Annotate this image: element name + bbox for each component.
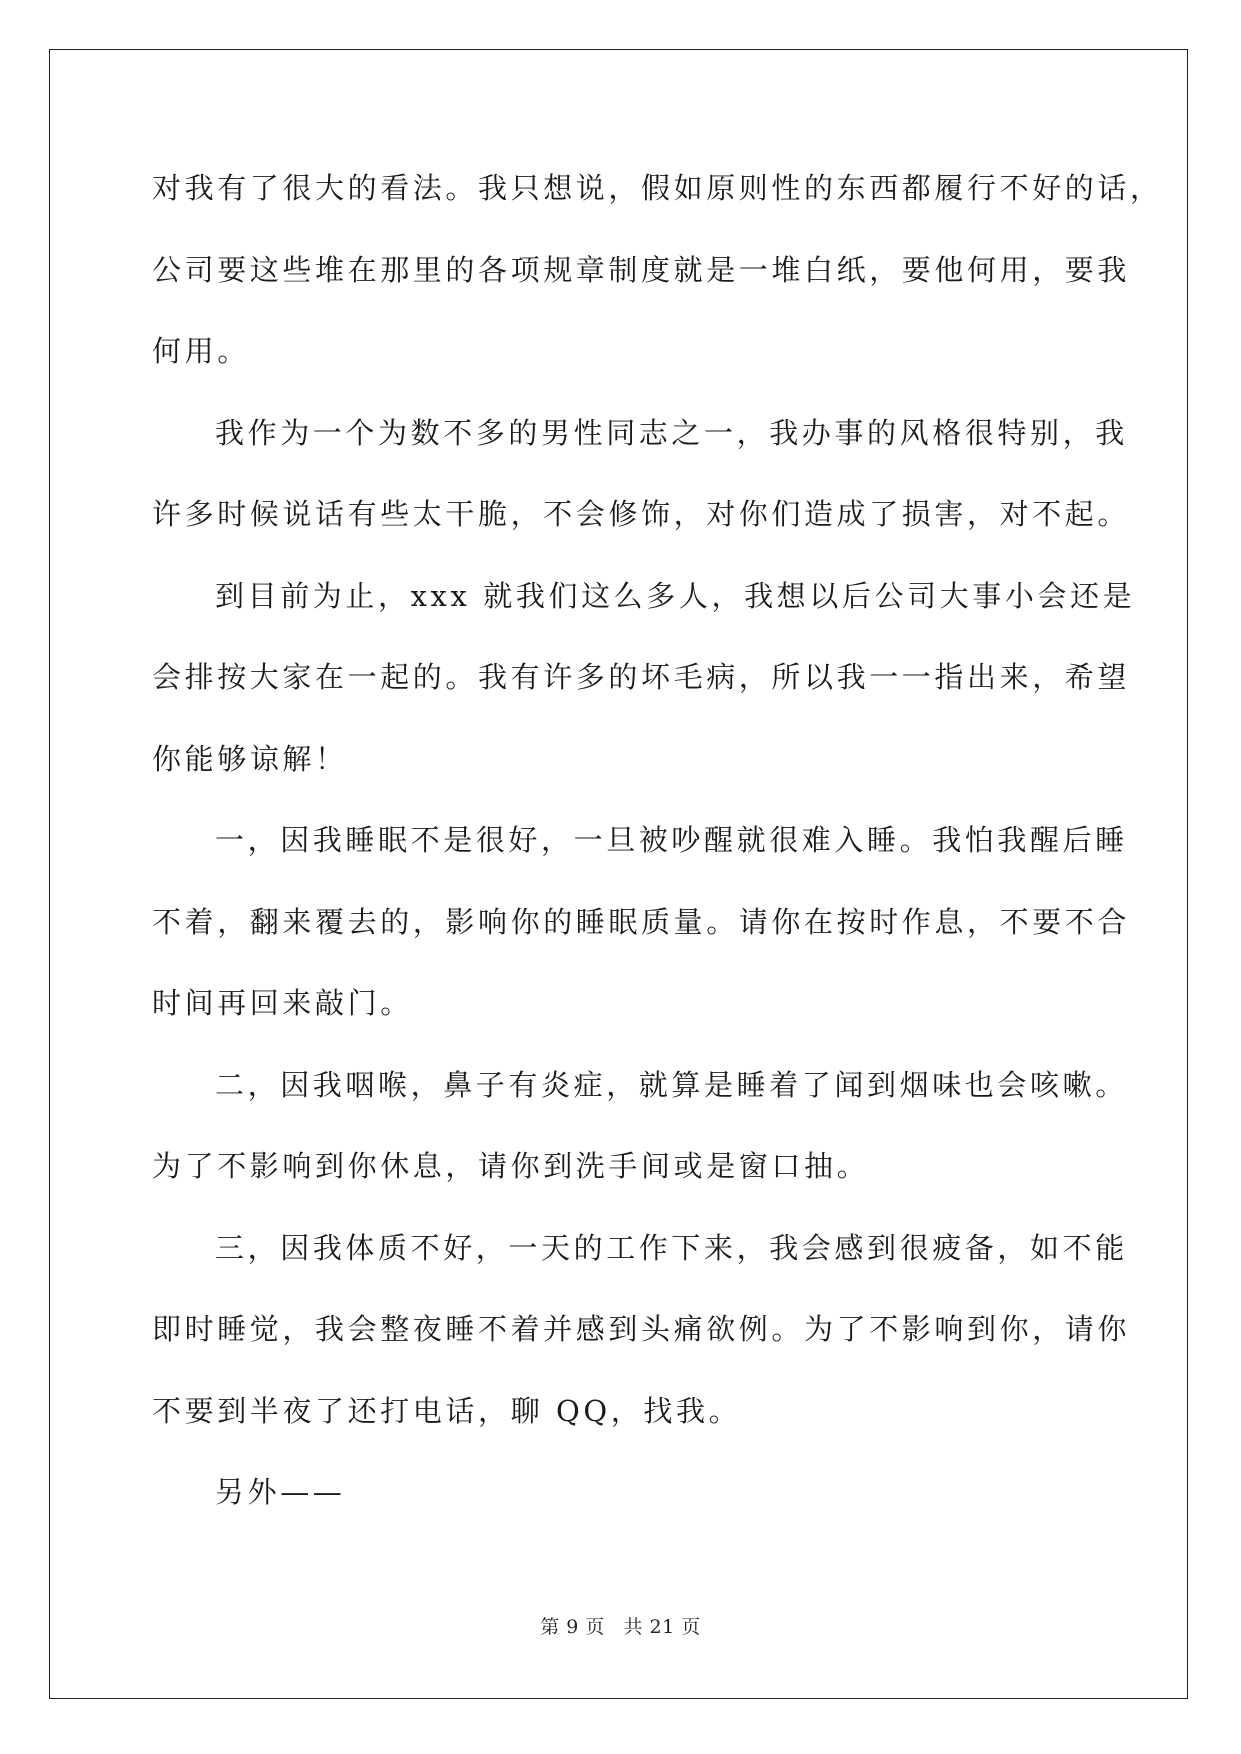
paragraph-start-line: 二，因我咽喉，鼻子有炎症，就算是睡着了闻到烟味也会咳嗽。 <box>215 1067 1128 1102</box>
text-line: 许多时候说话有些太干脆，不会修饰，对你们造成了损害，对不起。 <box>152 497 1131 531</box>
text-line: 不要到半夜了还打电话，聊 QQ，找我。 <box>152 1393 742 1428</box>
document-body <box>152 148 1163 1534</box>
text-line: 为了不影响到你休息，请你到洗手间或是窗口抽。 <box>152 1149 870 1183</box>
text-line: 何用。 <box>152 334 250 368</box>
paragraph-start-line: 到目前为止，xxx 就我们这么多人，我想以后公司大事小会还是 <box>215 578 1136 613</box>
text-line: 时间再回来敲门。 <box>152 986 413 1020</box>
paragraph-start-line: 我作为一个为数不多的男性同志之一，我办事的风格很特别，我 <box>215 415 1128 450</box>
text-line: 不着，翻来覆去的，影响你的睡眠质量。请你在按时作息，不要不合 <box>152 904 1131 939</box>
text-line: 对我有了很大的看法。我只想说，假如原则性的东西都履行不好的话， <box>152 171 1163 205</box>
text-line: 公司要这些堆在那里的各项规章制度就是一堆白纸，要他何用，要我 <box>152 252 1131 287</box>
total-pages: 共 21 页 <box>623 1616 701 1638</box>
page-number: 第 9 页 <box>540 1616 605 1638</box>
text-line: 你能够谅解！ <box>152 741 348 776</box>
text-line: 即时睡觉，我会整夜睡不着并感到头痛欲例。为了不影响到你，请你 <box>152 1312 1131 1346</box>
paragraph-start-line: 一，因我睡眠不是很好，一旦被吵醒就很难入睡。我怕我醒后睡 <box>215 823 1128 857</box>
paragraph-start-line: 三，因我体质不好，一天的工作下来，我会感到很疲备，如不能 <box>215 1230 1128 1265</box>
text-line: 会排按大家在一起的。我有许多的坏毛病，所以我一一指出来，希望 <box>152 660 1131 694</box>
page-footer <box>0 1612 1241 1639</box>
paragraph-start-line: 另外—— <box>215 1475 346 1509</box>
